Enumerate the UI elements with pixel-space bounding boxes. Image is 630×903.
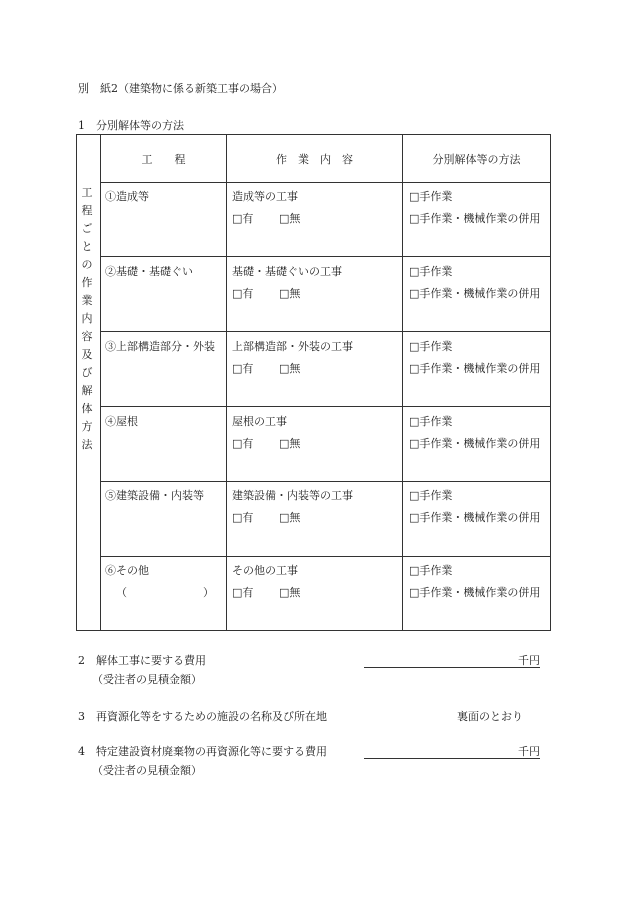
side-label-char: 及 (81, 348, 93, 361)
table-border-left (76, 134, 77, 631)
section4-label: 4 特定建設資材廃棄物の再資源化等に要する費用 (78, 745, 327, 758)
checkbox-no[interactable]: □無 (279, 287, 301, 300)
side-label-char: 容 (81, 330, 93, 343)
checkbox-manual[interactable]: □手作業 (409, 489, 453, 502)
header-method: 分別解体等の方法 (432, 153, 521, 166)
header-process: 工 程 (141, 153, 186, 166)
side-label-char: の (81, 258, 93, 271)
checkbox-manual-machine[interactable]: □手作業・機械作業の併用 (409, 212, 541, 225)
side-label-char: 法 (81, 438, 93, 451)
checkbox-yes[interactable]: □有 (232, 212, 254, 225)
checkbox-no[interactable]: □無 (279, 586, 301, 599)
side-label-char: 工 (81, 186, 93, 199)
checkbox-manual[interactable]: □手作業 (409, 340, 453, 353)
side-label-char: び (81, 366, 93, 379)
checkbox-manual-machine[interactable]: □手作業・機械作業の併用 (409, 511, 541, 524)
checkbox-manual[interactable]: □手作業 (409, 190, 453, 203)
side-label-char: 作 (81, 276, 93, 289)
table-row-divider (100, 256, 551, 257)
side-label-char: 体 (81, 402, 93, 415)
checkbox-yes[interactable]: □有 (232, 287, 254, 300)
row-work: 屋根の工事 (232, 415, 287, 428)
checkbox-yes[interactable]: □有 (232, 437, 254, 450)
checkbox-manual-machine[interactable]: □手作業・機械作業の併用 (409, 586, 541, 599)
checkbox-manual-machine[interactable]: □手作業・機械作業の併用 (409, 362, 541, 375)
other-paren-open: （ (116, 586, 127, 599)
table-row-divider (100, 556, 551, 557)
section2-unit: 千円 (518, 654, 540, 667)
checkbox-yes[interactable]: □有 (232, 362, 254, 375)
row-work: 上部構造部・外装の工事 (232, 340, 353, 353)
section4-amount-field[interactable] (364, 758, 540, 759)
row-process: ⑥その他 (105, 564, 149, 577)
checkbox-manual[interactable]: □手作業 (409, 415, 453, 428)
document-title: 別 紙2（建築物に係る新築工事の場合） (78, 82, 283, 95)
row-work: その他の工事 (232, 564, 298, 577)
row-work: 造成等の工事 (232, 190, 298, 203)
checkbox-no[interactable]: □無 (279, 362, 301, 375)
table-row-divider (100, 182, 551, 183)
side-label-char: 程 (81, 204, 93, 217)
row-process: ①造成等 (105, 190, 149, 203)
section2-amount-field[interactable] (364, 667, 540, 668)
other-paren-close: ） (203, 586, 214, 599)
checkbox-manual-machine[interactable]: □手作業・機械作業の併用 (409, 437, 541, 450)
section3-label: 3 再資源化等をするための施設の名称及び所在地 (78, 710, 327, 723)
row-work: 建築設備・内装等の工事 (232, 489, 353, 502)
table-row-divider (100, 406, 551, 407)
section1-heading: 1 分別解体等の方法 (78, 119, 184, 132)
row-work: 基礎・基礎ぐいの工事 (232, 265, 342, 278)
checkbox-no[interactable]: □無 (279, 212, 301, 225)
section3-value: 裏面のとおり (457, 710, 523, 723)
checkbox-manual-machine[interactable]: □手作業・機械作業の併用 (409, 287, 541, 300)
row-process: ③上部構造部分・外装 (105, 340, 215, 353)
side-label-char: 方 (81, 420, 93, 433)
section4-unit: 千円 (518, 745, 540, 758)
side-label-char: 解 (81, 384, 93, 397)
row-process: ②基礎・基礎ぐい (105, 265, 193, 278)
checkbox-no[interactable]: □無 (279, 511, 301, 524)
section2-label: 2 解体工事に要する費用 (78, 654, 206, 667)
table-border-top (76, 134, 551, 135)
checkbox-yes[interactable]: □有 (232, 511, 254, 524)
section2-sub: （受注者の見積金額） (92, 673, 202, 686)
table-border-bottom (76, 630, 551, 631)
table-row-divider (100, 481, 551, 482)
side-label-char: と (81, 240, 93, 253)
checkbox-no[interactable]: □無 (279, 437, 301, 450)
table-row-divider (100, 331, 551, 332)
checkbox-manual[interactable]: □手作業 (409, 564, 453, 577)
header-content: 作 業 内 容 (276, 153, 353, 166)
side-label-char: 業 (81, 294, 93, 307)
checkbox-manual[interactable]: □手作業 (409, 265, 453, 278)
side-label-char: ご (81, 222, 93, 235)
checkbox-yes[interactable]: □有 (232, 586, 254, 599)
row-process: ④屋根 (105, 415, 138, 428)
side-label-char: 内 (81, 312, 93, 325)
row-process: ⑤建築設備・内装等 (105, 489, 204, 502)
section4-sub: （受注者の見積金額） (92, 764, 202, 777)
